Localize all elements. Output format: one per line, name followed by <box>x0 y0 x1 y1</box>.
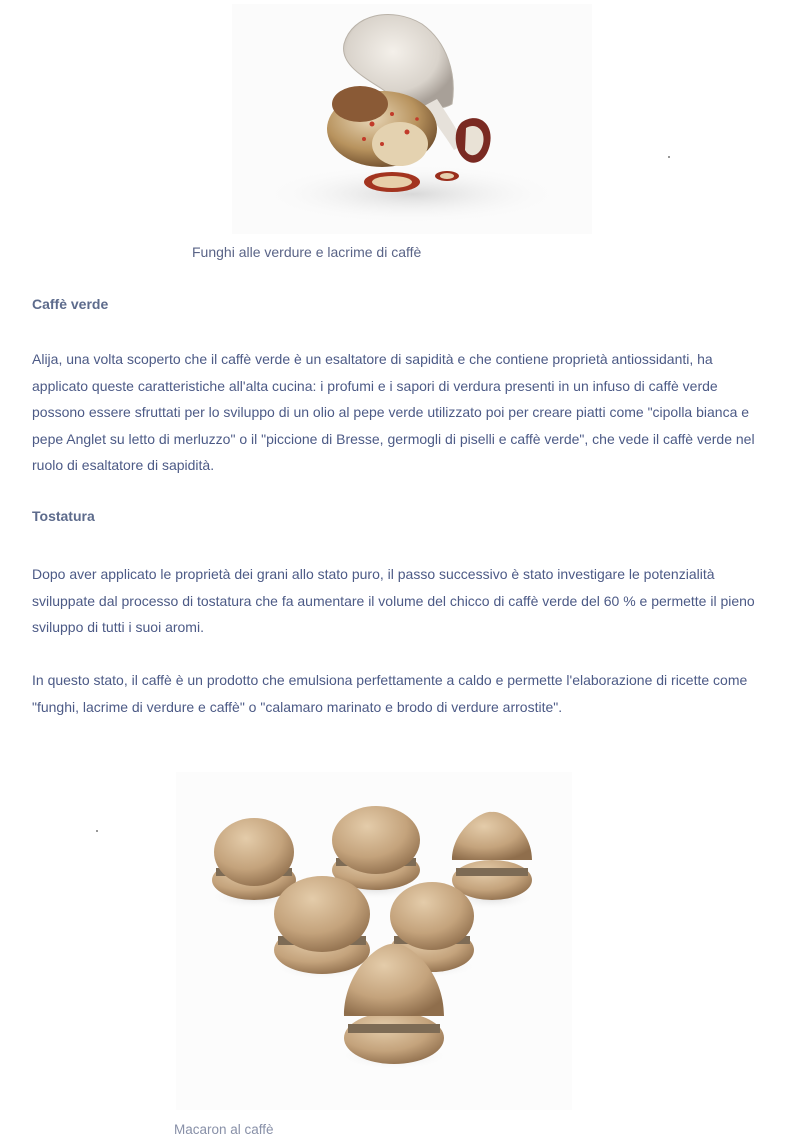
coffee-macarons-photo <box>176 772 572 1110</box>
scan-speck <box>668 156 670 158</box>
paragraph: In questo stato, il caffè è un prodotto che emulsiona perfettamente a caldo e permette l'elaborazione di ricette come "funghi, lacrime di verdure e caffè" o "calamaro marinato e brodo di verdure arrostite". <box>32 672 748 715</box>
photo-caption: Macaron al caffè <box>174 1122 274 1137</box>
section-heading: Tostatura <box>32 508 95 524</box>
photo-caption: Funghi alle verdure e lacrime di caffè <box>192 244 422 260</box>
scan-speck <box>96 830 98 832</box>
paragraph: Dopo aver applicato le proprietà dei grani allo stato puro, il passo successivo è stato investigare le potenzialità sviluppate dal processo di tostatura che fa aumentare il volume del chicco di caffè verde del 60 % e permette il pieno sviluppo di tutti i suoi aromi. <box>32 566 755 635</box>
section-heading: Caffè verde <box>32 296 109 312</box>
mushroom-dish-photo <box>232 4 592 234</box>
paragraph: Alija, una volta scoperto che il caffè verde è un esaltatore di sapidità e che contiene proprietà antiossidanti, ha applicato queste caratteristiche all'alta cucina: i profumi e i sapori di verdura presenti in un infuso di caffè verde possono essere sfruttati per lo sviluppo di un olio al pepe verde utilizzato poi per creare piatti come "cipolla bianca e pepe Anglet su letto di merluzzo" o il "piccione di Bresse, germogli di piselli e caffè verde", che vede il caffè verde nel ruolo di esaltatore di sapidità. <box>32 351 755 473</box>
